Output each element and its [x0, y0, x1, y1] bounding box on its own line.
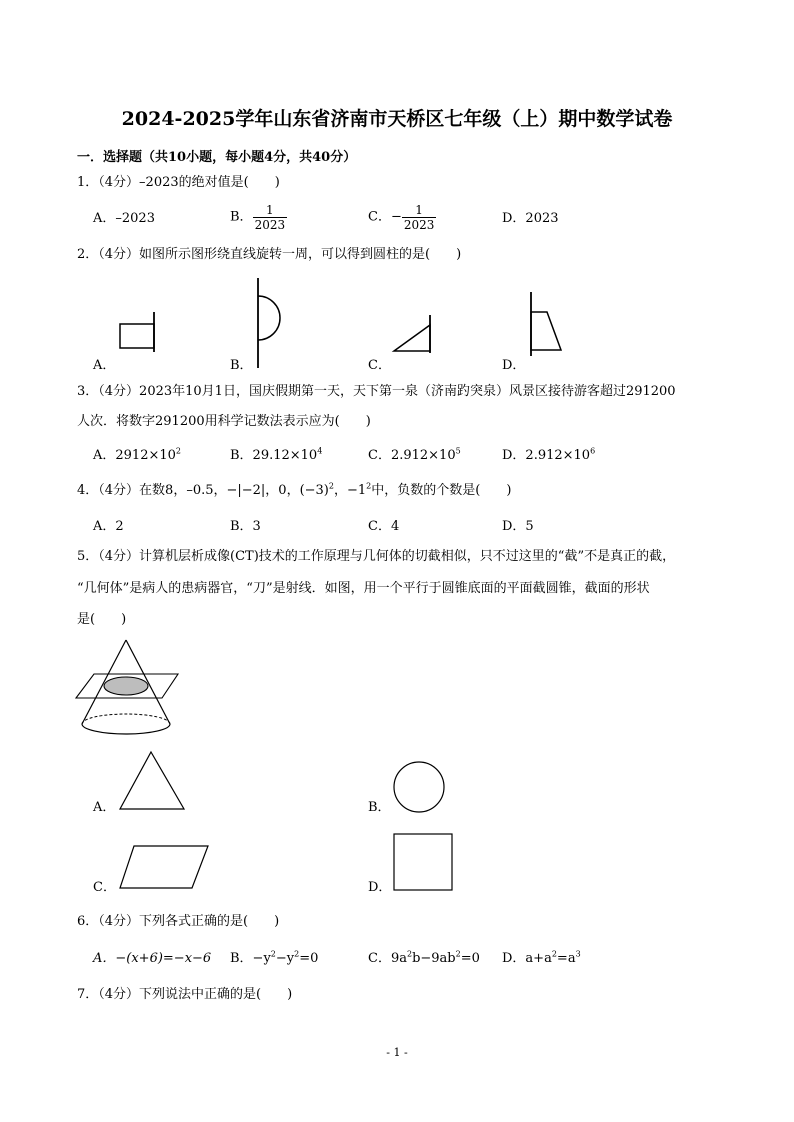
q5-option-c-parallelogram — [118, 844, 210, 890]
q1-stem: 1．（4分）–2023的绝对值是( ) — [77, 175, 280, 190]
q6-d-part1: D．a+a — [502, 951, 552, 966]
page-title: 2024-2025学年山东省济南市天桥区七年级（上）期中数学试卷 — [121, 108, 673, 130]
q5-cone-section-figure — [74, 638, 184, 740]
q3-a-base: A．2912×10 — [93, 448, 176, 463]
q5-option-d-square — [393, 833, 455, 893]
q2-stem: 2．（4分）如图所示图形绕直线旋转一周，可以得到圆柱的是( ) — [77, 247, 462, 262]
q4-stem-part1: 4．（4分）在数8，–0.5，−|−2|，0，(−3) — [77, 483, 329, 498]
q5-option-a: A． — [93, 800, 116, 815]
q3-option-a — [93, 448, 181, 464]
q3-b-base: B．29.12×10 — [230, 448, 318, 463]
q6-c-exp1: 2 — [406, 949, 413, 959]
q4-option-c: C．4 — [368, 519, 400, 534]
q2-option-b: B． — [230, 358, 253, 373]
q3-option-c — [368, 448, 461, 464]
q3-option-b — [230, 448, 322, 464]
q3-b-exponent: 4 — [317, 446, 323, 456]
q1-b-numerator: 1 — [253, 203, 288, 218]
q4-stem — [77, 483, 511, 499]
q5-option-b-circle — [392, 761, 446, 815]
q1-c-numerator: 1 — [402, 203, 437, 218]
page-number: - 1 - — [386, 1046, 408, 1059]
q1-c-denominator: 2023 — [403, 218, 435, 232]
section-heading: 一．选择题（共10小题，每小题4分，共40分） — [77, 150, 357, 165]
q3-d-exponent: 6 — [590, 446, 596, 456]
q2-option-c: C． — [368, 358, 391, 373]
q6-stem: 6．（4分）下列各式正确的是( ) — [77, 914, 280, 929]
q2-figure-triangle — [392, 315, 434, 355]
q2-figure-trapezoid — [525, 292, 567, 358]
q4-stem-part2: ，−1 — [333, 483, 367, 498]
q2-option-d: D． — [502, 358, 526, 373]
q4-option-d: D．5 — [502, 519, 534, 534]
q3-stem-line2: 人次．将数字291200用科学记数法表示应为( ) — [77, 414, 371, 429]
q6-d-exp2: 3 — [575, 949, 581, 959]
q6-b-part2: −y — [275, 951, 295, 966]
q6-b-exp2: 2 — [294, 949, 300, 959]
q1-option-c-fraction — [402, 203, 437, 232]
q6-c-part1: C．9a — [368, 951, 407, 966]
q1-option-b-fraction — [253, 203, 288, 232]
q6-c-part3: =0 — [460, 951, 480, 966]
q1-option-b-label: B． — [230, 209, 253, 225]
q3-c-exponent: 5 — [455, 446, 461, 456]
q6-option-b — [230, 951, 318, 967]
q7-stem: 7．（4分）下列说法中正确的是( ) — [77, 987, 293, 1002]
q3-a-exponent: 2 — [175, 446, 182, 456]
q6-option-c — [368, 951, 480, 967]
q5-stem-line2: “几何体”是病人的患病器官，“刀”是射线．如图，用一个平行于圆锥底面的平面截圆锥，截面的形状 — [77, 581, 650, 596]
q3-stem-line1: 3．（4分）2023年10月1日，国庆假期第一天，天下第一泉（济南趵突泉）风景区接待游客超过291200 — [77, 384, 676, 399]
q6-b-part1: B．−y — [230, 951, 271, 966]
q3-option-d — [502, 448, 595, 464]
q4-option-a: A．2 — [93, 519, 124, 534]
q2-figure-semicircle — [252, 278, 288, 370]
q5-stem-line1: 5．（4分）计算机层析成像(CT)技术的工作原理与几何体的切截相似，只不过这里的“截”不是真正的截， — [77, 549, 676, 564]
q1-option-c — [368, 203, 436, 232]
q6-b-part3: =0 — [299, 951, 319, 966]
q1-option-d: D．2023 — [502, 211, 559, 226]
q3-c-base: C．2.912×10 — [368, 448, 456, 463]
q4-stem-exp1: 2 — [328, 481, 334, 491]
q6-option-d — [502, 951, 581, 967]
q1-b-denominator: 2023 — [254, 218, 286, 232]
q4-stem-exp2: 2 — [366, 481, 372, 491]
q5-stem-line3: 是( ) — [77, 612, 127, 627]
q1-option-c-label: C．− — [368, 209, 402, 225]
q4-option-b: B．3 — [230, 519, 261, 534]
q2-figure-rectangle — [118, 312, 158, 354]
q6-c-exp2: 2 — [455, 949, 461, 959]
q6-c-part2: b−9ab — [412, 951, 456, 966]
q1-option-b — [230, 203, 287, 232]
q2-option-a: A． — [93, 358, 116, 373]
q5-option-b: B． — [368, 800, 391, 815]
q6-option-a: A．−(x+6)=−x−6 — [93, 951, 212, 966]
q6-b-exp1: 2 — [270, 949, 276, 959]
q4-stem-part3: 中，负数的个数是( ) — [371, 483, 512, 498]
q6-d-part2: =a — [556, 951, 576, 966]
q3-d-base: D．2.912×10 — [502, 448, 591, 463]
q5-option-c: C． — [93, 880, 116, 895]
q5-option-a-triangle — [118, 750, 186, 812]
q1-option-a: A．–2023 — [93, 211, 155, 226]
q5-option-d: D． — [368, 880, 392, 895]
q6-d-exp1: 2 — [551, 949, 557, 959]
